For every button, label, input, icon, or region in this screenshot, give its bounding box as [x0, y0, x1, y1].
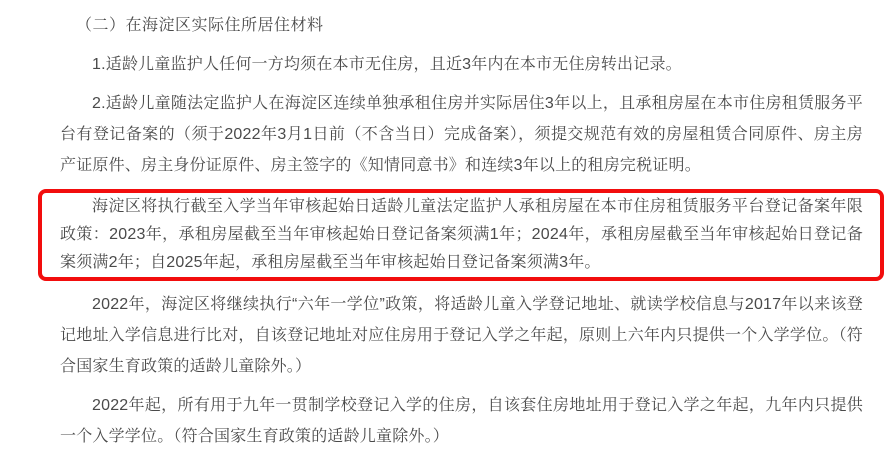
paragraph-no-house-rule: 1.适龄儿童监护人任何一方均须在本市无住房，且近3年内在本市无住房转出记录。: [92, 56, 682, 73]
paragraph-nine-year-one-seat-policy: 2022年起，所有用于九年一贯制学校登记入学的住房，自该套住房地址用于登记入学之年起，九年内只提供一个入学学位。（符合国家生育政策的适龄儿童除外。）: [60, 397, 863, 445]
red-highlight-annotation-box: [38, 189, 884, 281]
paragraph-six-year-one-seat-policy: 2022年，海淀区将继续执行“六年一学位”政策，将适龄儿童入学登记地址、就读学校信息与2017年以来该登记地址入学信息进行比对，自该登记地址对应住房用于登记入学之年起，原则上六年内只提供一个入学学位。（符合国家生育政策的适龄儿童除外。）: [60, 296, 863, 375]
section-heading: （二）在海淀区实际住所居住材料: [76, 17, 324, 34]
paragraph-registration-years-policy: 海淀区将执行截至入学当年审核起始日适龄儿童法定监护人承租房屋在本市住房租赁服务平台登记备案年限政策：2023年，承租房屋截至当年审核起始日登记备案须满1年；2024年，承租房屋截至当年审核起始日登记备案须满2年；自2025年起，承租房屋截至当年审核起始日登记备案须满3年。: [60, 198, 863, 271]
paragraph-rental-registration-rule: 2.适龄儿童随法定监护人在海淀区连续单独承租住房并实际居住3年以上，且承租房屋在本市住房租赁服务平台有登记备案的（须于2022年3月1日前（不含当日）完成备案），须提交规范有效的房屋租赁合同原件、房主房产证原件、房主身份证原件、房主签字的《知情同意书》和连续3年以上的租房完税证明。: [60, 95, 863, 174]
